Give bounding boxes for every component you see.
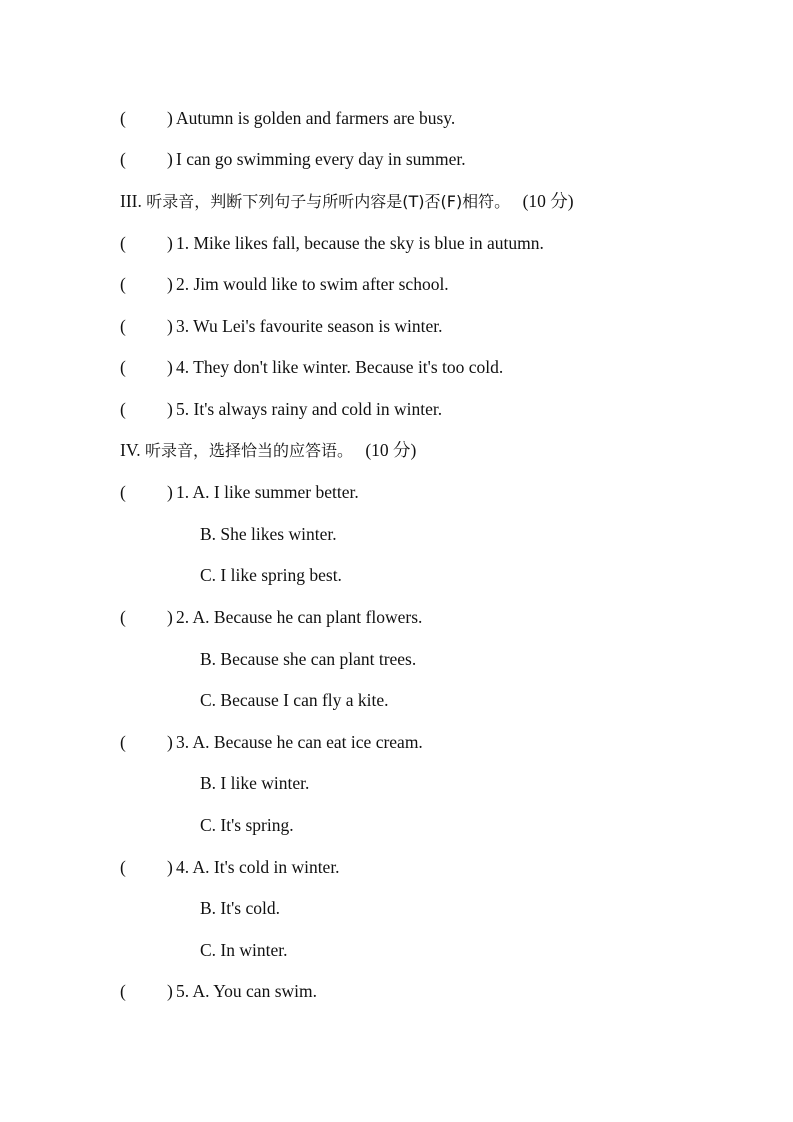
section-points: (10 分) [522,191,574,211]
statement-text: Autumn is golden and farmers are busy. [176,108,456,128]
answer-blank-open[interactable]: ( [120,732,126,752]
answer-blank-close: ) [167,732,173,752]
answer-blank-close: ) [167,981,173,1001]
answer-blank-close: ) [167,482,173,502]
answer-blank-open[interactable]: ( [120,857,126,877]
section-3-heading [120,189,574,213]
option-a: 1. A. I like summer better. [176,482,359,502]
answer-blank-close: ) [167,607,173,627]
option-a: 5. A. You can swim. [176,981,317,1001]
option-c: C. In winter. [200,940,288,960]
answer-blank-open[interactable]: ( [120,482,126,502]
option-b: B. It's cold. [200,898,280,918]
option-b: B. Because she can plant trees. [200,649,417,669]
answer-blank-close: ) [167,274,173,294]
option-c: C. I like spring best. [200,565,342,585]
answer-blank-close: ) [167,316,173,336]
answer-blank-close: ) [167,857,173,877]
answer-blank-close: ) [167,357,173,377]
section-numeral: IV. [120,440,141,460]
statement-text: 1. Mike likes fall, because the sky is blue in autumn. [176,233,544,253]
statement-text: 2. Jim would like to swim after school. [176,274,449,294]
answer-blank-open[interactable]: ( [120,316,126,336]
answer-blank-open[interactable]: ( [120,274,126,294]
option-b: B. I like winter. [200,773,310,793]
answer-blank-close: ) [167,149,173,169]
answer-blank-open[interactable]: ( [120,233,126,253]
answer-blank-open[interactable]: ( [120,149,126,169]
section-4-heading [120,438,416,462]
answer-blank-open[interactable]: ( [120,981,126,1001]
statement-text: 3. Wu Lei's favourite season is winter. [176,316,443,336]
option-a: 2. A. Because he can plant flowers. [176,607,423,627]
answer-blank-open[interactable]: ( [120,357,126,377]
option-a: 3. A. Because he can eat ice cream. [176,732,423,752]
section-instruction: 听录音，选择恰当的应答语。 [144,441,353,460]
answer-blank-close: ) [167,399,173,419]
statement-text: 5. It's always rainy and cold in winter. [176,399,443,419]
statement-text: 4. They don't like winter. Because it's too cold. [176,357,504,377]
option-c: C. Because I can fly a kite. [200,690,389,710]
section-instruction: 听录音，判断下列句子与所听内容是(T)否(F)相符。 [146,192,511,211]
option-b: B. She likes winter. [200,524,337,544]
statement-text: I can go swimming every day in summer. [176,149,466,169]
answer-blank-close: ) [167,108,173,128]
answer-blank-open[interactable]: ( [120,607,126,627]
answer-blank-open[interactable]: ( [120,399,126,419]
section-points: (10 分) [365,440,417,460]
option-a: 4. A. It's cold in winter. [176,857,340,877]
answer-blank-open[interactable]: ( [120,108,126,128]
option-c: C. It's spring. [200,815,294,835]
answer-blank-close: ) [167,233,173,253]
section-numeral: III. [120,191,142,211]
